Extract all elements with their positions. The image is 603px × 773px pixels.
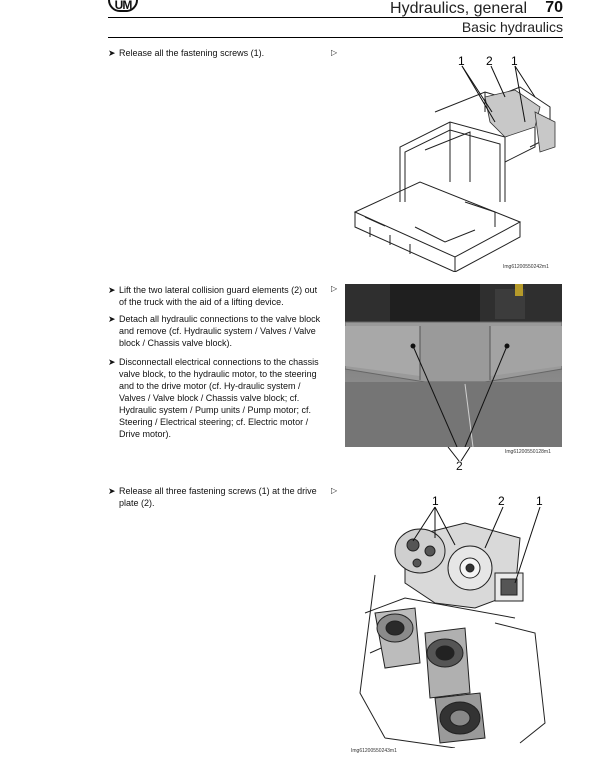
callout-label: 1 [432,494,439,508]
figure-marker-icon: ▷ [331,486,338,495]
figure-3-drive-plate-drawing [345,493,563,748]
callout-label: 2 [456,459,463,473]
figure-marker-icon: ▷ [331,48,338,57]
step-2 [108,284,323,308]
bullet-arrow-icon: ➤ [108,486,116,496]
collision-guard-illustration [345,284,562,447]
subheader-rule [108,37,563,38]
callout-label: 1 [458,54,465,68]
step-text: Release all three fastening screws (1) at the drive plate (2). [119,486,317,508]
step-3 [108,313,323,349]
page-number: 70 [545,0,563,16]
logo-text: UM [114,0,132,12]
bullet-arrow-icon: ➤ [108,357,116,367]
callout-label: 2 [498,494,505,508]
step-4 [108,356,323,440]
step-1 [108,47,323,59]
subsection-title: Basic hydraulics [461,19,563,35]
callout-label: 1 [536,494,543,508]
figure-3-caption: Img61200550243m1 [351,748,397,754]
callout-label: 1 [511,54,518,68]
company-logo [108,0,138,12]
figure-marker-icon: ▷ [331,284,338,293]
bullet-arrow-icon: ➤ [108,48,116,58]
bullet-arrow-icon: ➤ [108,314,116,324]
figure-2-photo [345,284,562,447]
callout-label: 2 [486,54,493,68]
header-rule [108,17,563,18]
figure-2-caption: Img61200550128m1 [505,449,551,455]
step-text: Detach all hydraulic connections to the valve block and remove (cf. Hydraulic system / Valves / Valve block / Chassis valve block). [119,314,321,348]
figure-1-chassis-drawing [345,52,565,272]
section-title: Hydraulics, general [390,0,527,17]
step-text: Lift the two lateral collision guard elements (2) out of the truck with the aid of a lifting device. [119,285,318,307]
step-text: Release all the fastening screws (1). [119,48,265,58]
figure-1-caption: Img61200550242m1 [503,264,549,270]
step-5 [108,485,323,509]
step-text: Disconnectall electrical connections to the chassis valve block, to the hydraulic motor, to the steering and to the drive motor (cf. Hy-draulic system / Valves / Valve block / Chassis valve block; cf. Hydraulic system / Pump units / Pump motor; cf. Steering / Electrical steering; cf. Electric motor / Drive motor). [119,357,319,439]
bullet-arrow-icon: ➤ [108,285,116,295]
